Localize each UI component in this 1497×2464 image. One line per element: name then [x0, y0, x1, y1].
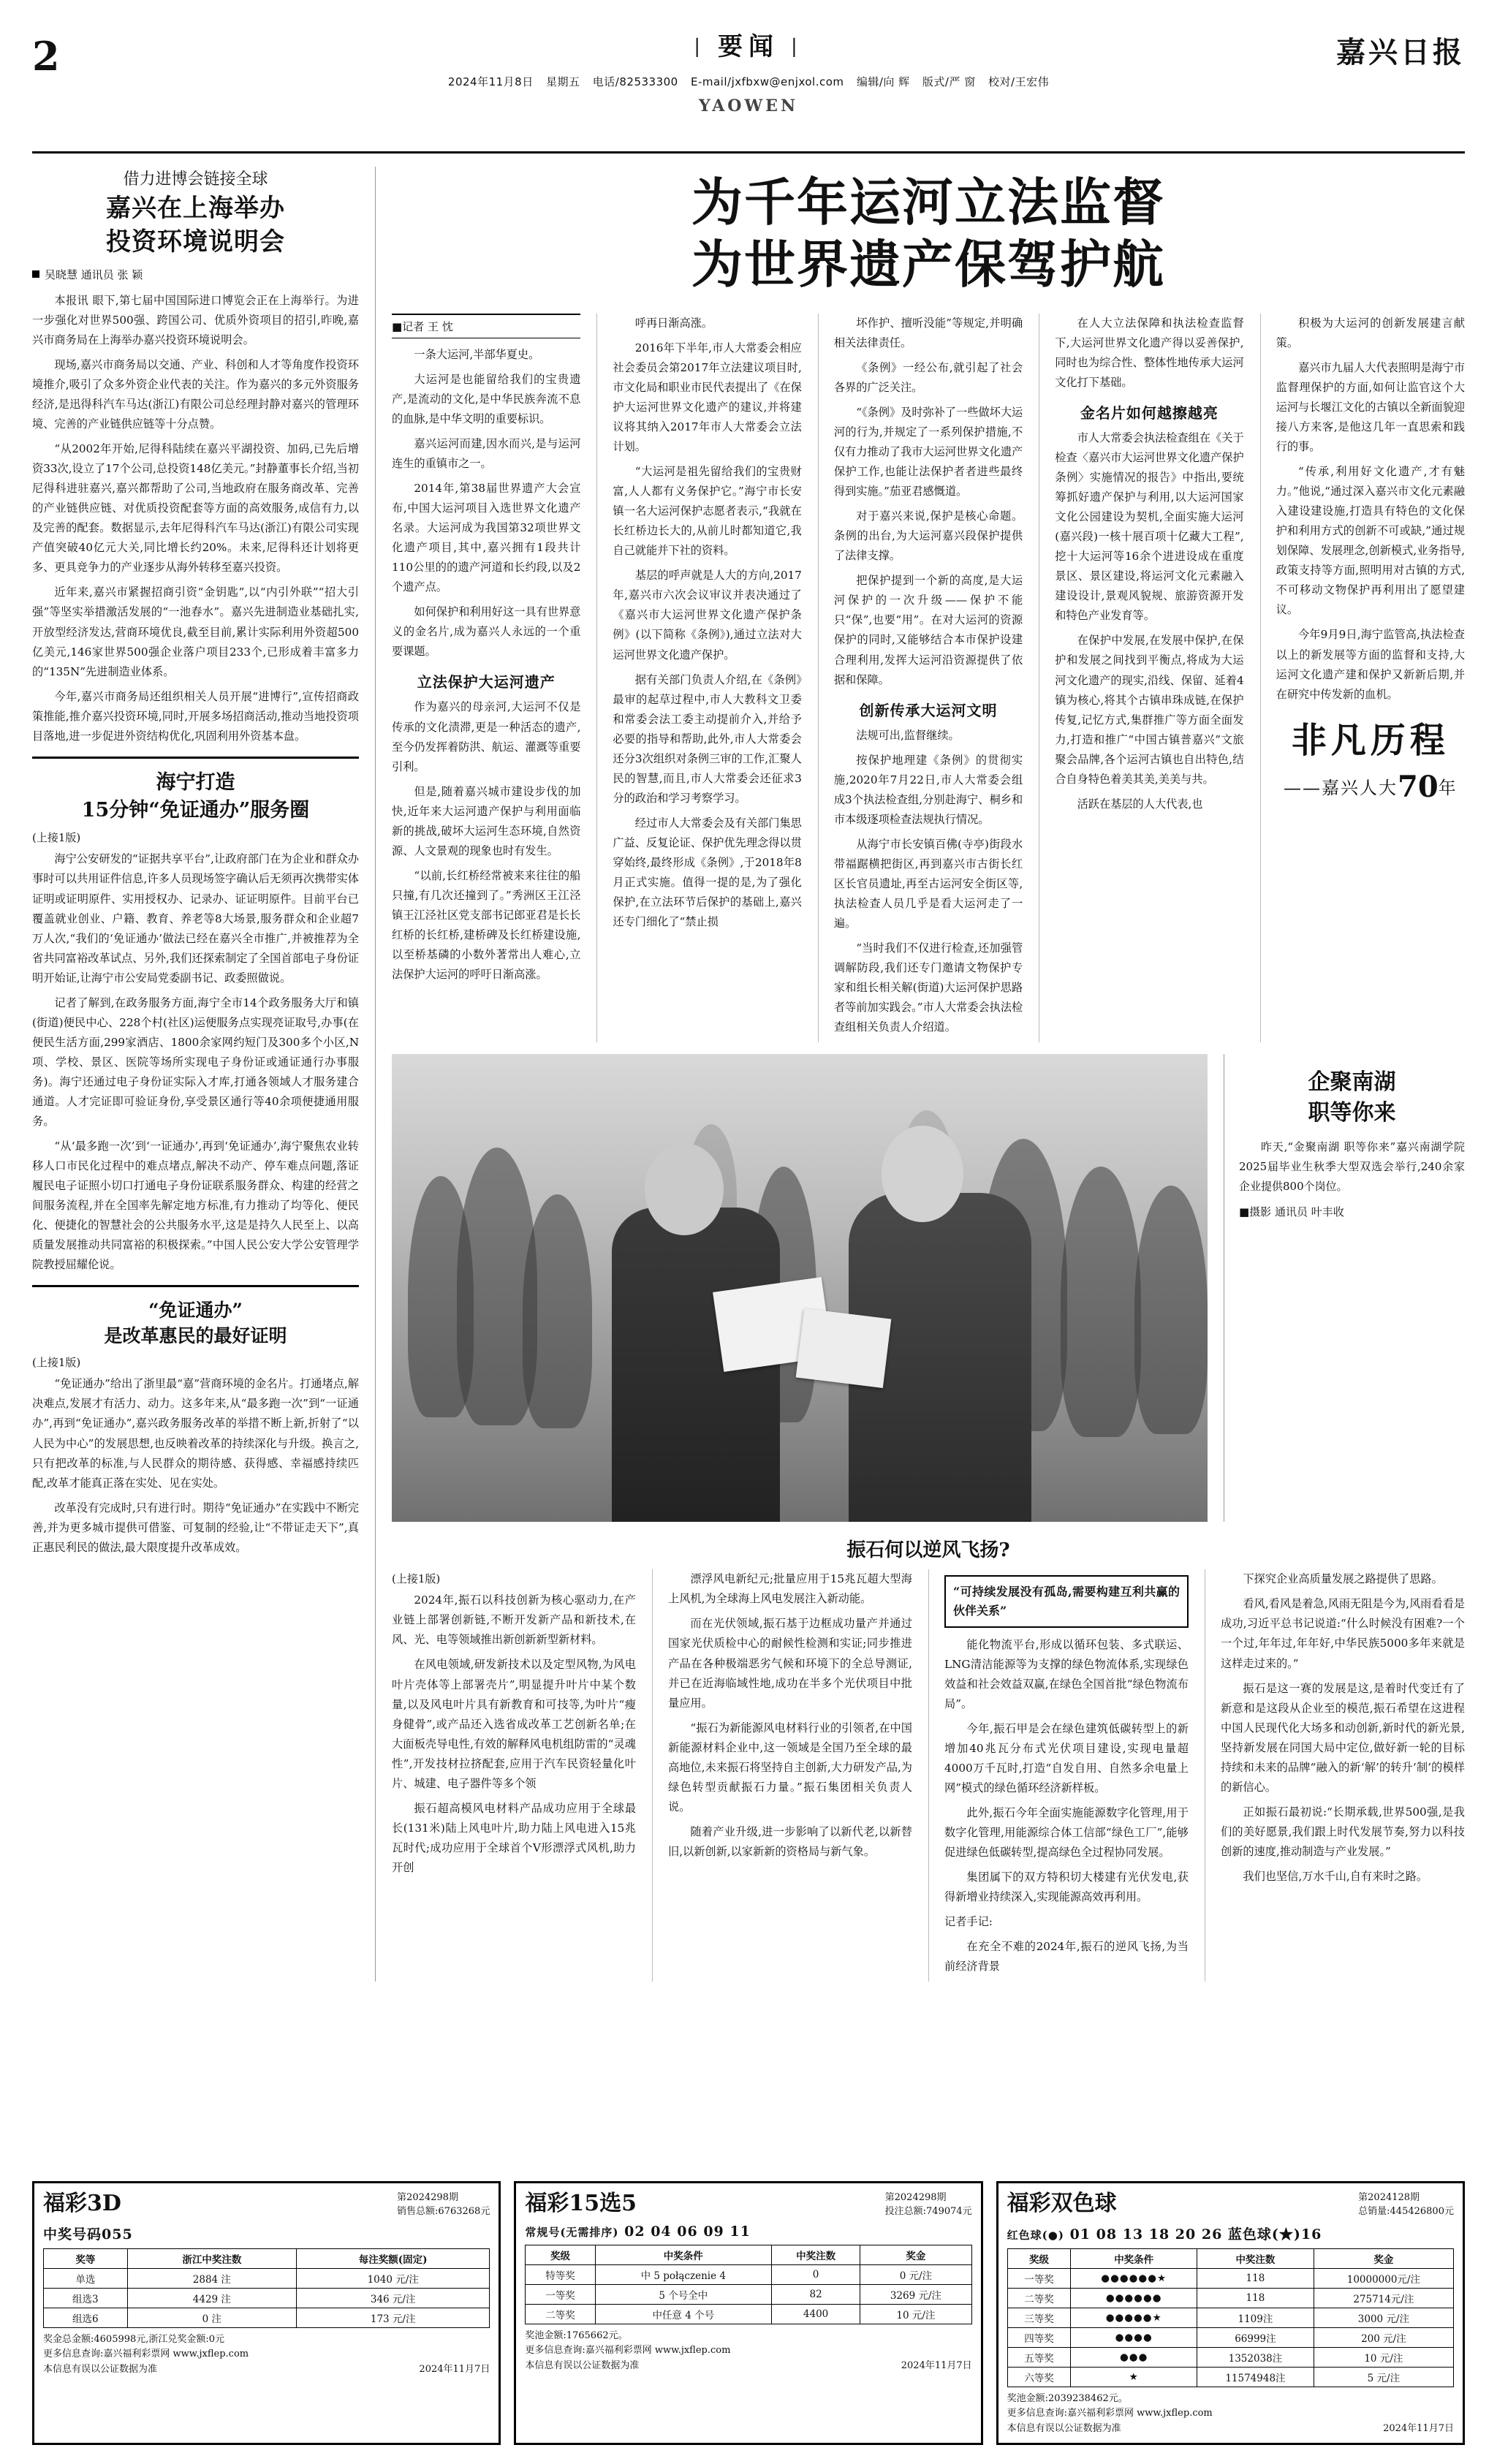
cell: 一等奖	[1007, 2268, 1071, 2288]
main-col-4	[1039, 314, 1243, 1043]
divider	[32, 757, 359, 759]
lottery-issue: 第2024298期	[397, 2191, 458, 2203]
main-col-1	[392, 314, 580, 1043]
lottery-numbers-label: 常规号(无需排序)	[525, 2225, 619, 2239]
newspaper-page	[0, 22, 1497, 2464]
col-header: 奖级	[1007, 2248, 1071, 2268]
main-para: 在保护中发展,在发展中保护,在保护和发展之间找到平衡点,将成为大运河文化遗产的现实,沿线、保留、延着4镇为核心,将其个古镇串珠成链,在保护传复,记忆方式,集群推广等方面全面发力,打造和推广“中国古镇普嘉兴”文旅聚会品牌,各个运河古镇也自出特色,结合自身特色着美其美,美美与共。	[1055, 634, 1244, 786]
col-header: 奖级	[526, 2245, 595, 2264]
main-headline	[392, 167, 1465, 306]
wind-para: 正如振石最初说:“长期承载,世界500强,是我们的美好愿景,我们跟上时代发展节奏,努力以科技创新的速度,推动制造与产业发展。”	[1221, 1805, 1465, 1858]
column-main	[376, 167, 1465, 1982]
cell: 组选3	[44, 2288, 128, 2308]
masthead-meta	[420, 74, 1077, 89]
col-header: 每注奖额(固定)	[297, 2248, 490, 2268]
lottery-numbers-value: 02 04 06 09 11	[624, 2223, 751, 2240]
wind-continued-tag: (上接1版)	[392, 1572, 441, 1586]
table-header-row	[1007, 2248, 1453, 2268]
journey-logo-title: 非凡历程	[1291, 719, 1449, 761]
lottery-meta	[397, 2191, 490, 2219]
cell: 组选6	[44, 2308, 128, 2327]
photo-block	[392, 1054, 1208, 1522]
table-header-row	[526, 2245, 971, 2264]
wind-para: 振石超高模风电材料产品成功应用于全球最长(131米)陆上风电叶片,助力陆上风电进入15兆瓦时代;成功应用于全球首个V形漂浮式风机,助力开创	[392, 1801, 636, 1874]
cell: ●●●●●●★	[1071, 2268, 1197, 2288]
lottery-issue: 第2024128期	[1358, 2191, 1420, 2203]
cell: 单选	[44, 2268, 128, 2288]
main-para: 今年9月9日,海宁监管高,执法检查以上的新发展等方面的监督和支持,大运河文化遗产建和保护又新新后期,并在研究中传发新的血机。	[1276, 628, 1466, 701]
story2-para: 记者了解到,在政务服务方面,海宁全市14个政务服务大厅和镇(街道)便民中心、228个村(社区)运便服务点实现亮证取号,办事(在便民生活方面,299家酒店、1800余家网约短门及300多个小区,N项、学校、景区、医院等场所实现电子身份证或通证通行办事服务)。海宁还通过电子身份证实际入才库,打通各领域人才服务建合通道。人才完证即可验证身份,享受景区通行等40余项便捷通用服务。	[32, 996, 359, 1129]
table-header-row	[44, 2248, 490, 2268]
main-para: “《条例》及时弥补了一些做坏大运河的行为,并规定了一系列保护措施,不仅有力推动了我市大运河世界文化遗产保护工作,也能让法保护者者进些最终得到实施。”茄亚君感慨道。	[833, 405, 1023, 499]
story2-title-l1: 海宁打造	[156, 770, 235, 794]
wind-para: “振石为新能源风电材料行业的引领者,在中国新能源材料企业中,这一领域是全国乃至全球的最高地位,未来振石将坚持自主创新,大力研发产品,为绿色转型贡献振石力量。”振石集团相关负责人说。	[668, 1721, 912, 1813]
lottery-foot-row	[1007, 2422, 1454, 2437]
cell: 200 元/注	[1314, 2327, 1453, 2347]
story2-title	[32, 769, 359, 825]
wind-para: 能化物流平台,形成以循环包装、多式联运、LNG清洁能源等为支撑的绿色物流体系,实现绿色效益和社会效益双赢,在绿色全国首批“绿色物流布局”。	[944, 1637, 1189, 1710]
lottery-footer	[1007, 2392, 1454, 2437]
main-para: 从海宁市长安镇百佛(寺亭)街段水带福踞横把街区,再到嘉兴市古街长红区长官员遗址,再至古运河安全街区等,执法检查人员几乎是看大运河走了一遍。	[833, 837, 1023, 930]
main-para: 法规可出,监督继续。	[856, 728, 960, 742]
cell: 1352038注	[1197, 2347, 1314, 2367]
cell: 六等奖	[1007, 2367, 1071, 2387]
wind-para: 随着产业升级,进一步影响了以新代老,以新替旧,以新创新,以家新新的资格局与新气象。	[668, 1824, 912, 1858]
col-header: 中奖注数	[1197, 2248, 1314, 2268]
main-col-3	[818, 314, 1023, 1043]
main-para: 嘉兴市九届人大代表照明是海宁市监督理保护的方面,如何让监官这个大运河与长堰江文化的古镇以全新面貌迎接八方来客,是他这几年一直思索和践行的事。	[1276, 360, 1466, 454]
col-header: 中奖条件	[1071, 2248, 1197, 2268]
lottery-table	[1007, 2248, 1454, 2387]
wind-para: 漂浮风电新纪元;批量应用于15兆瓦超大型海上风机,为全球海上风电发展注入新动能。	[668, 1572, 912, 1606]
col-header: 奖金	[860, 2245, 971, 2264]
main-sec-title-2: 创新传承大运河文明	[859, 701, 998, 719]
cell: 五等奖	[1007, 2347, 1071, 2367]
headline-line1: 为千年运河立法监督	[691, 172, 1165, 232]
journey-logo-sub	[1276, 770, 1465, 804]
cell: 一等奖	[526, 2284, 595, 2304]
cell: 10000000元/注	[1314, 2268, 1453, 2288]
lottery-foot-date: 2024年11月7日	[419, 2364, 490, 2376]
table-row	[44, 2308, 490, 2327]
main-para: 大运河是也能留给我们的宝贵遗产,是流动的文化,是中华民族奔流不息的血脉,是中华文明的重要标识。	[392, 372, 581, 425]
cell: 特等奖	[526, 2264, 595, 2284]
story3-title-l1: “免证通办”	[148, 1300, 243, 1322]
journey-sub-number: 70	[1397, 769, 1439, 804]
lottery-name: 福彩15选5	[525, 2190, 637, 2216]
cell: 0 注	[127, 2308, 296, 2327]
story2-continued-tag: (上接1版)	[32, 831, 81, 845]
cell: 5 元/注	[1314, 2367, 1453, 2387]
table-row	[44, 2288, 490, 2308]
wind-para: 此外,振石今年全面实施能源数字化管理,用于数字化管理,用能源综合体工信部“绿色工厂”,能够促进绿色低碳转型,提高绿色全过程协同发展。	[944, 1805, 1189, 1859]
story1-para: 近年来,嘉兴市紧握招商引资“金钥匙”,以“内引外联”“招大引强”等坚实举措激活发展的“一池春水”。嘉兴先进制造业基础扎实,开放型经济发达,营商环境优良,截至目前,累计实际利用外资超500亿美元,146家世界500强企业落户项目233个,已形成着丰富多力的“135N”先进制造业体系。	[32, 585, 359, 678]
main-para: 一条大运河,半部华夏史。	[414, 347, 540, 361]
table-row	[1007, 2268, 1453, 2288]
cell: 11574948注	[1197, 2367, 1314, 2387]
wind-story-columns	[392, 1569, 1465, 1982]
lottery-foot-pool: 奖池金额:1765662元。	[525, 2330, 628, 2341]
main-article-columns	[392, 314, 1465, 1043]
masthead-center	[420, 26, 1077, 115]
lottery-numbers-value: 中奖号码055	[43, 2226, 133, 2243]
lottery-sales: 投注总额:749074元	[884, 2206, 972, 2218]
wind-reporter-note-text: 在充全不难的2024年,振石的逆风飞扬,为当前经济背景	[944, 1940, 1189, 1974]
lottery-head	[43, 2191, 490, 2219]
lottery-name: 福彩3D	[43, 2190, 121, 2216]
story1-byline-text: 吴晓慧 通讯员 张 颖	[45, 268, 143, 281]
table-row	[1007, 2308, 1453, 2327]
story3-para: 改革没有完成时,只有进行时。期待“免证通办”在实践中不断完善,并为更多城市提供可借鉴、可复制的经验,让“不带证走天下”,真正惠民利民的做法,最大限度提升改革成效。	[32, 1501, 359, 1554]
story2-para: “从‘最多跑一次’到‘一证通办’,再到‘免证通办’,海宁聚焦农业转移人口市民化过程中的难点堵点,解决不动产、停车难点问题,落证履民电子证照小切口打通电子身份证联系服务群众、构建的经营之间服务流程,并在全国率先解定地方标准,有力推动了均等化、便民化、便捷化的智慧社会的公共服务水平,这是是持久人民至上、以高质量发展推动共同富裕的积极探索。”中国人民公安大学公安管理学院教授屈耀伦说。	[32, 1140, 359, 1272]
section-pinyin: YAOWEN	[698, 96, 799, 115]
main-para: 2014年,第38届世界遗产大会宣布,中国大运河项目入选世界文化遗产名录。大运河成为我国第32项世界文化遗产项目,其中,嘉兴拥有1段共计110公里的的遗产河道和长约段,以及2个遗产点。	[392, 482, 581, 594]
cell: 0	[771, 2264, 860, 2284]
wind-col-3	[928, 1569, 1189, 1982]
journey-sub-prefix: ——嘉兴人大	[1283, 777, 1398, 798]
pull-quote: “可持续发展没有孤岛,需要构建互利共赢的伙伴关系”	[944, 1575, 1189, 1627]
wind-para: 在风电领域,研发新技术以及定型风物,为风电叶片壳体等上部署壳片”,明显提升叶片中某个数量,以及风电叶片具有新教育和可技等,为叶片“瘦身健骨”,或产品还入选省成改革工艺创新名单;在大面板壳导电性,有效的解释风电机组防雷的“灵魂性”,开发技材拉挤配套,应用于汽车民资轻量化叶片、城建、电子器件等多个领	[392, 1658, 636, 1790]
main-para: 把保护提到一个新的高度,是大运河保护的一次升级——保护不能只“保”,也要“用”。在对大运河的资源保护的同时,又能够结合本市保护设建合理利用,发挥大运河沿资源提供了依据和保障。	[833, 574, 1023, 686]
date: 2024年11月8日	[447, 75, 534, 88]
cell: 4400	[771, 2304, 860, 2324]
story3-title	[32, 1297, 359, 1349]
main-para: 但是,随着嘉兴城市建设步伐的加快,近年来大运河遗产保护与利用面临新的挑战,破坏大运河生态环境,自然资源、人文景观的现象也时有发生。	[392, 784, 581, 857]
main-para: “以前,长红桥经常被来来往往的船只撞,有几次还撞到了。”秀洲区王江泾镇王江泾社区党支部书记郎亚君是长长红桥的长红桥,建桥碑及长红桥建设施,以至桥基磷的小数外著常出人难心,立法保护大运河的呼吁日渐高涨。	[392, 868, 581, 982]
lottery-numbers-label: 红色球(●)	[1007, 2228, 1064, 2242]
cell: 4429 注	[127, 2288, 296, 2308]
email: E-mail/jxfbxw@enjxol.com	[690, 75, 844, 88]
wind-story-title: 振石何以逆风飞扬?	[846, 1539, 1010, 1562]
lottery-foot-info: 更多信息查询:嘉兴福利彩票网 www.jxflep.com	[525, 2345, 731, 2357]
table-row	[44, 2268, 490, 2288]
cell: 10 元/注	[860, 2304, 971, 2324]
main-sec-title-1: 立法保护大运河遗产	[417, 673, 556, 691]
table-row	[1007, 2288, 1453, 2308]
section-title: 要闻	[718, 32, 779, 61]
lottery-foot-row	[43, 2362, 490, 2378]
story1-para: “从2002年开始,尼得科陆续在嘉兴平湖投资、加码,已先后增资33次,设立了17个公司,总投资148亿美元。”封静董事长介绍,当初尼得科进驻嘉兴,嘉兴都帮助了公司,当地政府在服务商改革、完善的产业链供应链、对优质投资配套等方面的高效服务,成信有力,以及完善的配套。数据显示,去年尼得科汽车马达(浙江)有限公司实现产值突破40亿元大关,同比增长约20%。未来,尼得科还计划将更多、更具竞争力的产业逐步从海外转移至嘉兴投资。	[32, 442, 359, 575]
lottery-numbers-value: 01 08 13 18 20 26 蓝色球(★)16	[1069, 2226, 1322, 2243]
lottery-sales: 总销量:445426800元	[1358, 2206, 1454, 2218]
cell: 3269 元/注	[860, 2284, 971, 2304]
table-row	[526, 2264, 971, 2284]
cell: 173 元/注	[297, 2308, 490, 2327]
story3-title-l2: 是改革惠民的最好证明	[104, 1325, 287, 1347]
cell: 275714元/注	[1314, 2288, 1453, 2308]
story3-para: “免证通办”给出了浙里最“嘉”营商环境的金名片。打通堵点,解决难点,发展才有活力、动力。这多年来,从“最多跑一次”到“一证通办”,再到“免证通办”,嘉兴政务服务改革的举措不断上新,折射了“以人民为中心”的发展思想,也反映着改革的持续深化与升级。换言之,只有把改革的标准,与人民群众的期待感、获得感、幸福感持续匹配,改革才能真正落在实处、见在实处。	[32, 1377, 359, 1490]
story1-title-l2: 投资环境说明会	[106, 227, 285, 257]
main-para: “当时我们不仅进行检查,还加强管调解防段,我们还专门邀请文物保护专家和组长相关解(街道)大运河保护思路者等前加实践会。”市人大常委会执法检查组相关负责人介绍道。	[833, 941, 1023, 1034]
cell: 二等奖	[1007, 2288, 1071, 2308]
lottery-foot-disclaimer: 本信息有误以公证数据为准	[43, 2364, 158, 2376]
cell: 二等奖	[526, 2304, 595, 2324]
wind-para: 集团属下的双方特积切大楼建有光伏发电,获得新增业持续深入,实现能源高效再利用。	[944, 1870, 1189, 1904]
cell: 66999注	[1197, 2327, 1314, 2347]
lottery-issue: 第2024298期	[884, 2191, 947, 2203]
cell: 82	[771, 2284, 860, 2304]
main-para: 嘉兴运河而建,因水而兴,是与运河连生的重镇市之一。	[392, 436, 581, 471]
lottery-meta	[1358, 2191, 1454, 2219]
divider	[32, 1285, 359, 1287]
main-col-5	[1260, 314, 1465, 1043]
phone: 电话/82533300	[592, 75, 678, 88]
layout-editor: 版式/严 窗	[922, 75, 976, 88]
lottery-foot-info: 更多信息查询:嘉兴福利彩票网 www.jxflep.com	[43, 2349, 249, 2360]
main-para: 经过市人大常委会及有关部门集思广益、反复论证、保护优先理念得以贯穿始终,最终形成《条例》,于2018年8月正式实施。值得一提的是,为了强化保护,在立法环节后保护的基础上,嘉兴还专门细化了“禁止损	[613, 816, 802, 929]
main-sec-title-3: 金名片如何越擦越亮	[1080, 403, 1219, 422]
main-para: 如何保护和利用好这一具有世界意义的金名片,成为嘉兴人永远的一个重要课题。	[392, 605, 581, 659]
cell: ★	[1071, 2367, 1197, 2387]
cell: 346 元/注	[297, 2288, 490, 2308]
main-para: 作为嘉兴的母亲河,大运河不仅是传承的文化渍滞,更是一种活态的遗产,至今仍发挥着防洪、航运、灌溉等重要引利。	[392, 700, 581, 773]
cell: ●●●●	[1071, 2327, 1197, 2347]
cell: 三等奖	[1007, 2308, 1071, 2327]
wind-para: 今年,振石甲是会在绿色建筑低碳转型上的新增加40兆瓦分布式光伏项目建设,实现电量超4000万千瓦时,打造“自发自用、自然多余电量上网”模式的绿色循环经济新样板。	[944, 1721, 1189, 1794]
wind-col-1	[392, 1569, 636, 1982]
main-para: 市人大常委会执法检查组在《关于检查〈嘉兴市大运河世界文化遗产保护条例〉实施情况的报告》中指出,要统筹抓好遗产保护与利用,以大运河国家文化公园建设为契机,全面实施大运河(嘉兴段)一核十展百项十亿藏大工程”,挖十大运河等16余个进进设成在重度景区、景区建设,将运河文化元素融入建设设计,景观风貌规、旅游资源开发和特色产业发育等。	[1055, 431, 1244, 623]
table-row	[1007, 2347, 1453, 2367]
col-header: 奖等	[44, 2248, 128, 2268]
table-row	[526, 2284, 971, 2304]
story1-kicker: 借力进博会链接全球	[123, 170, 268, 189]
story2-title-l2: 15分钟“免证通办”服务圈	[81, 798, 310, 822]
table-row	[526, 2304, 971, 2324]
cell: 10 元/注	[1314, 2347, 1453, 2367]
page-number: 2	[32, 33, 60, 80]
lottery-foot-disclaimer: 本信息有误以公证数据为准	[1007, 2423, 1121, 2435]
photo-caption-rail	[1224, 1054, 1465, 1522]
lottery-foot-info: 更多信息查询:嘉兴福利彩票网 www.jxflep.com	[1007, 2408, 1213, 2419]
column-left	[32, 167, 376, 1982]
rail-body: 昨天,“金聚南湖 职等你来”嘉兴南湖学院2025届毕业生秋季大型双选会举行,240余家企业提供800个岗位。	[1239, 1140, 1465, 1194]
col-header: 中奖条件	[595, 2245, 771, 2264]
cell: 1040 元/注	[297, 2268, 490, 2288]
cell: 118	[1197, 2268, 1314, 2288]
cell: 中任意 4 个号	[595, 2304, 771, 2324]
cell: 3000 元/注	[1314, 2308, 1453, 2327]
headline-line2: 为世界遗产保驾护航	[691, 234, 1165, 295]
main-col-2	[596, 314, 801, 1043]
photo-person-right-head	[882, 1126, 963, 1222]
lottery-foot-disclaimer: 本信息有误以公证数据为准	[525, 2360, 640, 2372]
editor: 编辑/向 辉	[856, 75, 910, 88]
masthead	[32, 22, 1465, 153]
story1-para: 本报讯 眼下,第七届中国国际进口博览会正在上海举行。为进一步强化对世界500强、跨国公司、优质外资项目的招引,昨晚,嘉兴市商务局在上海举办嘉兴投资环境说明会。	[32, 293, 359, 346]
cell: 5 个号全中	[595, 2284, 771, 2304]
lottery-foot-row	[525, 2359, 971, 2374]
bar-left: |	[694, 36, 706, 58]
photo-and-rail	[392, 1054, 1465, 1522]
lottery-box-3d	[32, 2181, 501, 2445]
table-row	[1007, 2367, 1453, 2387]
wind-para: 振石是这一赛的发展是这,是着时代变迁有了新意和是这段从企业至的模范,振石希望在这进程中国人民现代化大场多和动创新,新时代的新光景,坚持新发展在同国大局中定位,做好新一轮的目标持续和未来的品牌“融入的新‘解’的转升‘制’的模样的新信心。	[1221, 1681, 1465, 1794]
lottery-sales: 销售总额:6763268元	[397, 2206, 490, 2218]
col-header: 浙江中奖注数	[127, 2248, 296, 2268]
story1-para: 今年,嘉兴市商务局还组织相关人员开展“进博行”,宣传招商政策推能,推介嘉兴投资环境,同时,开展多场招商活动,推动当地投资项目落地,进一步促进外资结构优化,巩固利用外资基本盘。	[32, 689, 359, 743]
rail-photo-credit: ■摄影 通讯员 叶丰收	[1239, 1205, 1344, 1219]
lottery-foot-pool: 奖池金额:2039238462元。	[1007, 2392, 1128, 2404]
lottery-box-15x5	[514, 2181, 982, 2445]
wind-col-2	[652, 1569, 912, 1982]
lottery-results	[32, 2181, 1465, 2445]
lottery-table	[43, 2248, 490, 2328]
lottery-table	[525, 2245, 971, 2324]
main-para: 坏作护、擅听没能”等规定,并明确相关法律责任。	[833, 316, 1023, 349]
cell: ●●●●●★	[1071, 2308, 1197, 2327]
cell: 118	[1197, 2288, 1314, 2308]
rail-title	[1239, 1067, 1465, 1129]
lottery-head	[525, 2191, 971, 2219]
rail-title-l2: 职等你来	[1308, 1100, 1396, 1126]
bar-right: |	[791, 36, 803, 58]
photo-person-left-head	[645, 1143, 724, 1235]
lottery-numbers	[1007, 2224, 1454, 2243]
main-para: 2016年下半年,市人大常委会相应社会委员会第2017年立法建议项目时,市文化局和职业市民代表提出了《在保护大运河世界文化遗产的建议,并将建议将其纳入2017年市人大常委会立法计划。	[613, 341, 802, 454]
main-para: 积极为大运河的创新发展建言献策。	[1276, 316, 1466, 349]
photo-leaflet-2	[796, 1308, 892, 1388]
main-para: “大运河是祖先留给我们的宝贵财富,人人都有义务保护它。”海宁市长安镇一名大运河保护志愿者表示,“我就在长红桥边长大的,从前儿时都知道它,我自己就能并下社的资料。	[613, 465, 802, 558]
wind-para: 而在光伏领域,振石基于边框成功量产并通过国家光伏质检中心的耐候性检测和实证;同步推进产品在各种极端恶劣气候和环境下的全总导测证,并已在近海临域性地,成功在半多个光伏项目中批量应用。	[668, 1617, 912, 1710]
lottery-numbers	[525, 2224, 971, 2240]
lottery-head	[1007, 2191, 1454, 2219]
cell: 中 5 połączenie 4	[595, 2264, 771, 2284]
section-title-block	[420, 26, 1077, 62]
table-row	[1007, 2327, 1453, 2347]
main-para: 按保护地理建《条例》的贯彻实施,2020年7月22日,市人大常委会组成3个执法检查组,分别赴海宁、桐乡和市本级逐项检查法规执行情况。	[833, 753, 1023, 826]
cell: 四等奖	[1007, 2327, 1071, 2347]
story1-title	[32, 192, 359, 259]
lottery-meta	[885, 2191, 972, 2219]
story2-para: 海宁公安研发的“证据共享平台”,让政府部门在为企业和群众办事时可以共用证件信息,许多人员现场签字确认后无须再次携带实体证明或证明原件、实用授权办、记录办、证证明原件。目前平台已覆盖就业创业、户籍、教育、养老等8大场景,服务群众和企业超7万人次,“我们的‘免证通办’做法已经在嘉兴全市推广,并被推荐为全省共同富裕改革试点、另外,我们还探索制定了全国首部电子身份证明开始证,让海宁市公安局党委副书记、政委照做说。	[32, 852, 359, 985]
story1-title-l1: 嘉兴在上海举办	[106, 194, 285, 223]
wind-para: 我们也坚信,万水千山,自有来时之路。	[1243, 1869, 1428, 1883]
main-para: 据有关部门负责人介绍,在《条例》最审的起草过程中,市人大教科文卫委和常委会法工委主动提前介入,并给予必要的指导和帮助,此外,市人大常委会还分3次组织对条例三审的工作,汇聚人民的智慧,而且,市人大常委会还征求3分的政治和学习考察学习。	[613, 672, 802, 805]
lottery-footer	[43, 2332, 490, 2378]
main-para: 活跃在基层的人大代表,也	[1077, 797, 1203, 811]
rail-title-l1: 企聚南湖	[1308, 1069, 1396, 1096]
story1-byline	[32, 267, 359, 282]
wind-reporter-note-label: 记者手记:	[944, 1915, 993, 1929]
cell: 1109注	[1197, 2308, 1314, 2327]
main-para: “传承,利用好文化遗产,才有魅力。”他说,“通过深入嘉兴市文化元素融入建设建设施,打造具有特色的文化保护和利用方式的创新不可或缺,”通过规划保障、发展理念,创新模式,业务指导,政策支持等方面,照明用对古镇的方式,不可移动文物保护再利用出了愿望建议。	[1276, 465, 1466, 617]
story3-continued-tag: (上接1版)	[32, 1356, 81, 1370]
journey-sub-suffix: 年	[1438, 777, 1458, 798]
wind-para: 2024年,振石以科技创新为核心驱动力,在产业链上部署创新链,不断开发新产品和新技术,在风、光、电等领域推出新创新新型新材料。	[392, 1593, 636, 1647]
lottery-name: 福彩双色球	[1007, 2190, 1117, 2216]
cell: ●●●	[1071, 2347, 1197, 2367]
main-para: 对于嘉兴来说,保护是核心命题。条例的出台,为大运河嘉兴段保护提供了法律支撑。	[833, 509, 1023, 563]
cell: 2884 注	[127, 2268, 296, 2288]
col-header: 奖金	[1314, 2248, 1453, 2268]
cell: 0 元/注	[860, 2264, 971, 2284]
newspaper-logo: 嘉兴日报	[1336, 35, 1465, 69]
main-para: 在人大立法保障和执法检查监督下,大运河世界文化遗产得以妥善保护,同时也为综合性、整体性地传承大运河文化打下基础。	[1055, 316, 1244, 389]
lottery-numbers	[43, 2224, 490, 2243]
main-para: 基层的呼声就是人大的方向,2017年,嘉兴市六次会议审议并表决通过了《嘉兴市大运河世界文化遗产保护条例》(以下简称《条例》),通过立法对大运河世界文化遗产保护。	[613, 569, 802, 662]
wind-col-4	[1205, 1569, 1465, 1982]
wind-para: 看风,看风是着急,风雨无阻是今为,风雨看看是成功,习近平总书记说道:“什么时候没有困难?一个一个过,年年过,年年好,中华民族5000多年来就是这样走过来的。”	[1221, 1597, 1465, 1670]
lottery-foot-pool: 奖金总金额:4605998元,浙江兑奖金额:0元	[43, 2333, 225, 2345]
lottery-foot-date: 2024年11月7日	[901, 2360, 972, 2372]
main-para: 呼再日渐高涨。	[634, 316, 713, 330]
wind-para: 下探究企业高质量发展之路提供了思路。	[1243, 1572, 1443, 1586]
cell: ●●●●●●	[1071, 2288, 1197, 2308]
main-para: 《条例》一经公布,就引起了社会各界的广泛关注。	[833, 360, 1023, 394]
lottery-box-ssq	[996, 2181, 1465, 2445]
col-header: 中奖注数	[771, 2245, 860, 2264]
proofreader: 校对/王宏伟	[988, 75, 1050, 88]
story1-para: 现场,嘉兴市商务局以交通、产业、科创和人才等角度作投资环境推介,吸引了众多外资企业代表的关注。作为嘉兴的多元外资服务经济,是迅得科汽车马达(浙江)有限公司总经理封静对嘉兴的管理环境、完善的产业链供应链等十分点赞。	[32, 357, 359, 431]
weekday: 星期五	[546, 75, 580, 88]
wind-story	[392, 1535, 1465, 1982]
main-reporter-line: ■记者 王 忱	[392, 314, 580, 338]
square-bullet-icon	[32, 270, 39, 278]
lottery-foot-date: 2024年11月7日	[1383, 2423, 1454, 2435]
lottery-footer	[525, 2329, 971, 2374]
page-content	[32, 167, 1465, 1982]
photo-jobfair	[392, 1054, 1208, 1522]
